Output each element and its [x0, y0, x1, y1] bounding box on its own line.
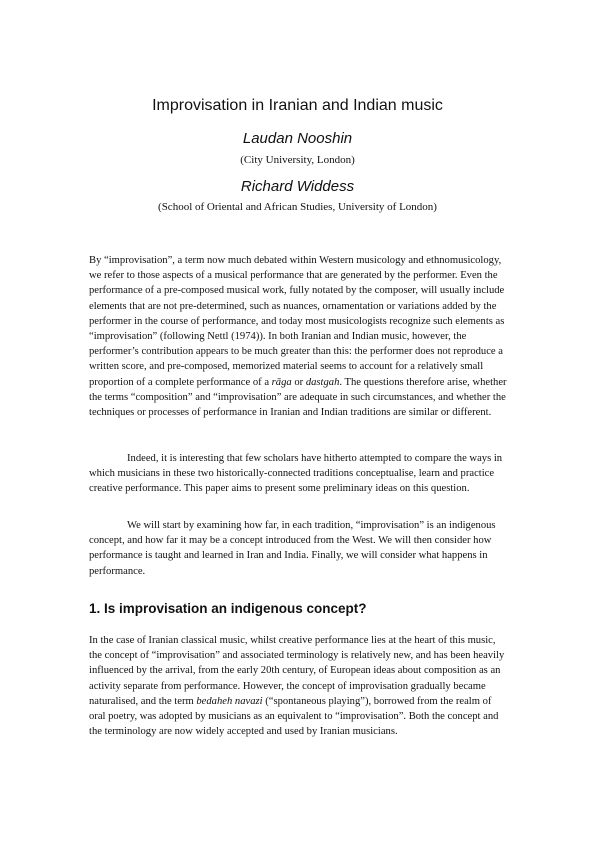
intro-paragraph-2: Indeed, it is interesting that few scholars have hitherto attempted to compare the ways in which musicians in these two historically-connected traditions conceptualise, learn and practice creative performance. This paper aims to present some preliminary ideas on this question. — [89, 453, 503, 495]
text-run: In the case of Iranian classical music, whilst creative performance lies at the heart of this music, the concept of “improvisation” and associated terminology is relatively new, and has been heavily influenced by the arrival, from the early 20th century, of European ideas about composition as an activity separate from performance. However, the concept of improvisation gradually became naturalised, and the term — [89, 635, 505, 707]
italic-term: dastgah — [305, 376, 340, 388]
text-run: By “improvisation”, a term now much debated within Western musicology and ethnomusicology, we refer to those aspects of a musical performance that are generated by the performer. Even the performance of a pre-composed musical work, fully notated by the composer, will usually include elements that are not pre-determined, such as nuances, ornamentation or variations added by the performer in the course of performance, and today most musicologists recognize such elements as “improvisation” (following Nettl (1974)). In both Iranian and Indian music, however, the performer’s contribution appears to be much greater than this: the performer does not reproduce a written score, and pre-composed, memorized material seems to account for a relatively small proportion of a complete performance of a — [89, 255, 505, 388]
paper-title: Improvisation in Iranian and Indian music — [152, 96, 443, 114]
intro-paragraph-3: We will start by examining how far, in each tradition, “improvisation” is an indigenous concept, and how far it may be a concept introduced from the West. We will then consider how performance is taught and learned in Iran and India. Finally, we will consider what happens in performance. — [89, 520, 496, 577]
intro-paragraph-1 — [89, 253, 509, 420]
author-affiliation: (City University, London) — [240, 154, 355, 166]
author-name: Richard Widdess — [240, 178, 355, 195]
text-run: or — [291, 376, 306, 388]
text-run: . The questions therefore arise, whether the terms “composition” and “improvisation” are adequate in such circumstances, and whether the techniques or processes of performance in Iranian and Indian traditions are similar or different. — [89, 376, 507, 419]
section-heading: 1. Is improvisation an indigenous concept? — [89, 601, 367, 616]
author-affiliation: (School of Oriental and African Studies, University of London) — [158, 201, 437, 213]
author-name: Laudan Nooshin — [242, 130, 353, 147]
section1-paragraph-1 — [89, 633, 509, 739]
italic-term: bedaheh navazi — [196, 695, 263, 707]
italic-term: rāga — [271, 376, 292, 388]
text-run: (“spontaneous playing”), borrowed from the realm of oral poetry, was adopted by musicians as an equivalent to “improvisation”. Both the concept and the terminology are now widely accepted and used by Iranian musicians. — [89, 695, 499, 738]
